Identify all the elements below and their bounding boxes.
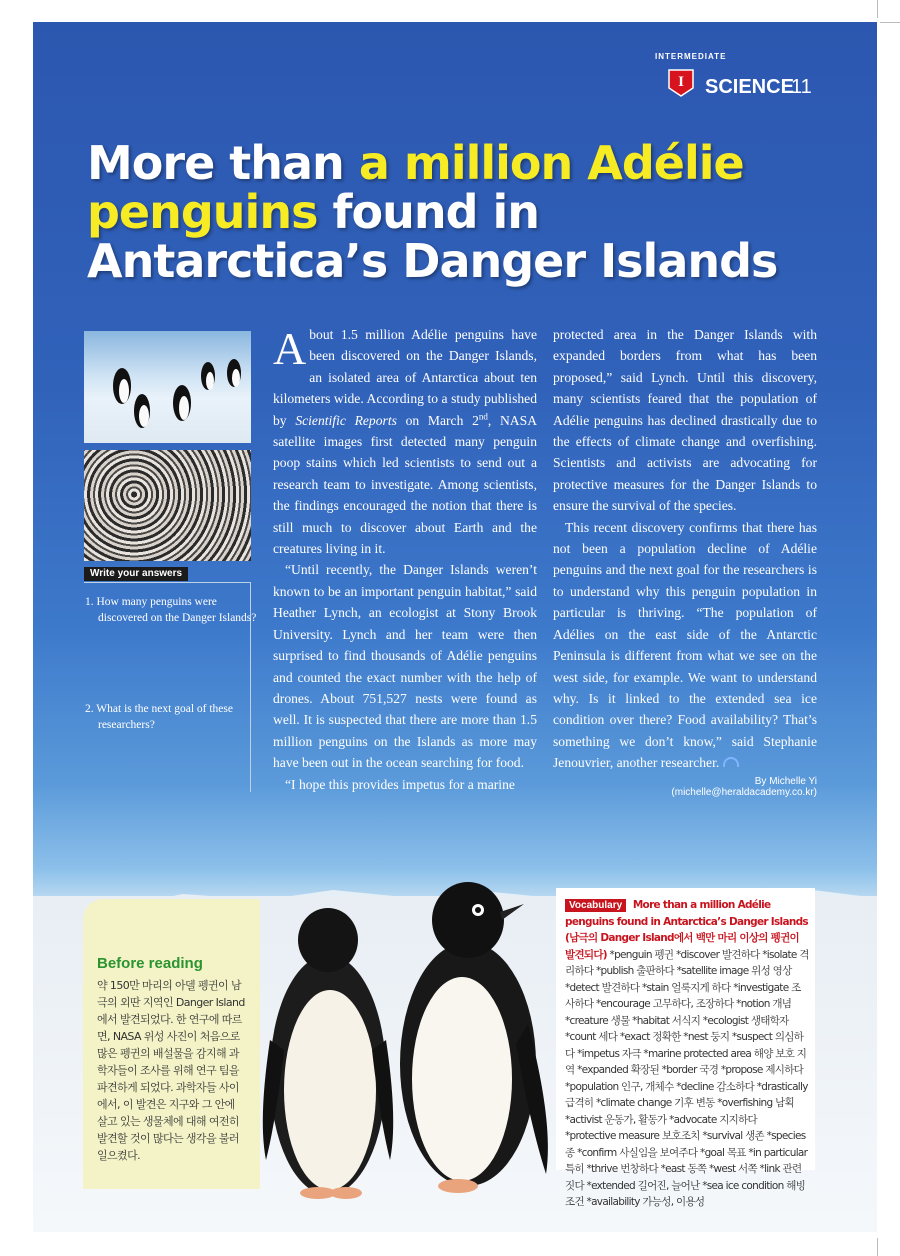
p1-date-suffix: nd xyxy=(478,411,488,422)
vocabulary-tag: Vocabulary xyxy=(565,899,626,912)
before-reading-box xyxy=(83,899,260,1189)
article-column-2 xyxy=(553,324,817,774)
drop-cap: A xyxy=(273,323,307,374)
penguin-colony-photo xyxy=(84,450,251,561)
penguins-on-ice-photo xyxy=(84,331,251,443)
article-column-1 xyxy=(273,324,537,795)
crop-mark-right xyxy=(880,22,900,23)
p4-text: This recent discovery confirms that there has not been a population decline of Adélie penguins and the next goal for the researchers is to understand why this penguin population in particular is thriving. “The population of Adélies on the east side of the Antarctic Peninsula is different from what we see on the west side, for example. We want to understand why. Is it linked to the extended sea ice condition over there? Food availability? That’s something we don’t know,” said Stephanie Jenouvrier, another researcher. xyxy=(553,519,817,771)
question-2: 2. What is the next goal of these researchers? xyxy=(85,703,233,731)
headline xyxy=(87,136,827,288)
penguin-left-illustration xyxy=(258,900,398,1200)
sidebar-heading: Write your answers xyxy=(84,567,188,581)
article-paragraph-3-cont: protected area in the Danger Islands with expanded borders from what has been proposed,” said Lynch. Until this discovery, many scientists feared that the population of Adélie penguins has declined drastically due to the effects of climate change and overfishing. Scientists and activists are advocating for protective measures for the Danger Islands to ensure the survival of the species. xyxy=(553,327,817,514)
level-badge-icon xyxy=(665,66,697,98)
before-reading-text: 약 150만 마리의 아델 펭귄이 남극의 외딴 지역인 Danger Island에서 발견되었다. 한 연구에 따르면, NASA 위성 사진이 처음으로 많은 펭귄의 배설물을 감지해 과학자들이 조사를 위해 연구 팀을 파견하게 되었다. 과학자들 사이에서, 이 발견은 지구와 그 안에 살고 있는 생물체에 대해 여전히 발견할 것이 많다는 생각을 불러 일으켰다. xyxy=(97,979,245,1162)
crop-mark-bottom xyxy=(877,1238,878,1256)
article-paragraph-1 xyxy=(273,324,537,559)
penguin-group-illustration xyxy=(84,331,251,443)
article-paragraph-2: “Until recently, the Danger Islands weren’t known to be an important penguin habitat,” said Heather Lynch, an ecologist at Stony Brook University. Lynch and her team were then surprised to find thousands of Adélie penguins and counted the exact number with the help of drones. About 751,527 nests were found as well. It is suspected that there are more than 1.5 million penguins on the Islands as more may have been out in the ocean searching for food. xyxy=(273,562,537,771)
p1-end: , NASA satellite images first detected many penguin poop stains which led scientists to send out a research team to investigate. Among scientists, the findings encouraged the notion that there is still much to discover about Earth and the creatures living in it. xyxy=(273,412,538,557)
headline-part2: found in Antarctica’s Danger Islands xyxy=(87,185,778,288)
headline-highlight: a million Adélie penguins xyxy=(87,136,744,239)
article-paragraph-3-start: “I hope this provides impetus for a marine xyxy=(285,776,515,792)
badge-letter: I xyxy=(678,74,684,90)
before-reading-title: Before reading xyxy=(97,955,203,972)
vocabulary-box xyxy=(556,888,815,1208)
p1-date: on March 2 xyxy=(396,412,479,428)
headline-part1: More than xyxy=(87,136,359,190)
journal-name: Scientific Reports xyxy=(295,412,397,428)
section-label: SCIENCE xyxy=(705,76,794,98)
badge-arc-text: INTERMEDIATE xyxy=(655,52,727,61)
question-1: 1. How many penguins were discovered on the Danger Islands? xyxy=(85,596,257,624)
vocabulary-title: More than a million Adélie penguins found in Antarctica’s Danger Islands (남극의 Danger Island에서 백만 마리 이상의 펭귄이 발견되다) xyxy=(565,899,808,961)
magazine-page xyxy=(33,22,877,1232)
end-mark-icon xyxy=(723,757,739,767)
vocabulary-content xyxy=(565,897,809,1211)
article-paragraph-4 xyxy=(553,517,817,774)
p1-text: bout 1.5 million Adélie penguins have been discovered on the Danger Islands, an isolated area of Antarctica about ten kilometers wide. According to a study published by xyxy=(273,327,537,428)
vocabulary-list: *penguin 펭귄 *discover 발견하다 *isolate 격리하다 *publish 출판하다 *satellite image 위성 영상 *detect 발견하다 *stain 얼룩지게 하다 *investigate 조사하다 *encourage 고무하다, 조장하다 *notion 개념 *creature 생물 *habitat 서식지 *ecologist 생태학자 *count 세다 *exact 정확한 *nest 둥지 *suspect 의심하다 *impetus 자극 *marine protected area 해양 보호 지역 *expanded 확장된 *border 국경 *propose 제시하다 *population 인구, 개체수 *decline 감소하다 *drastically 급격히 *climate change 기후 변동 *overfishing 남획 *activist 운동가, 활동가 *advocate 지지하다 *protective measure 보호조치 *survival 생존 *species 종 *confirm 사실임을 보여주다 *goal 목표 *in particular 특히 *thrive 번창하다 *east 동쪽 *west 서쪽 *link 관련 짓다 *extended 길어진, 늘어난 *sea ice condition 해빙 조건 *availability 가능성, 이용성 xyxy=(565,948,809,1208)
crop-mark-top xyxy=(877,0,878,18)
penguin-right-illustration xyxy=(388,874,558,1194)
byline: By Michelle Yi (michelle@heraldacademy.co.kr) xyxy=(671,776,817,798)
page-number: 11 xyxy=(791,76,812,98)
